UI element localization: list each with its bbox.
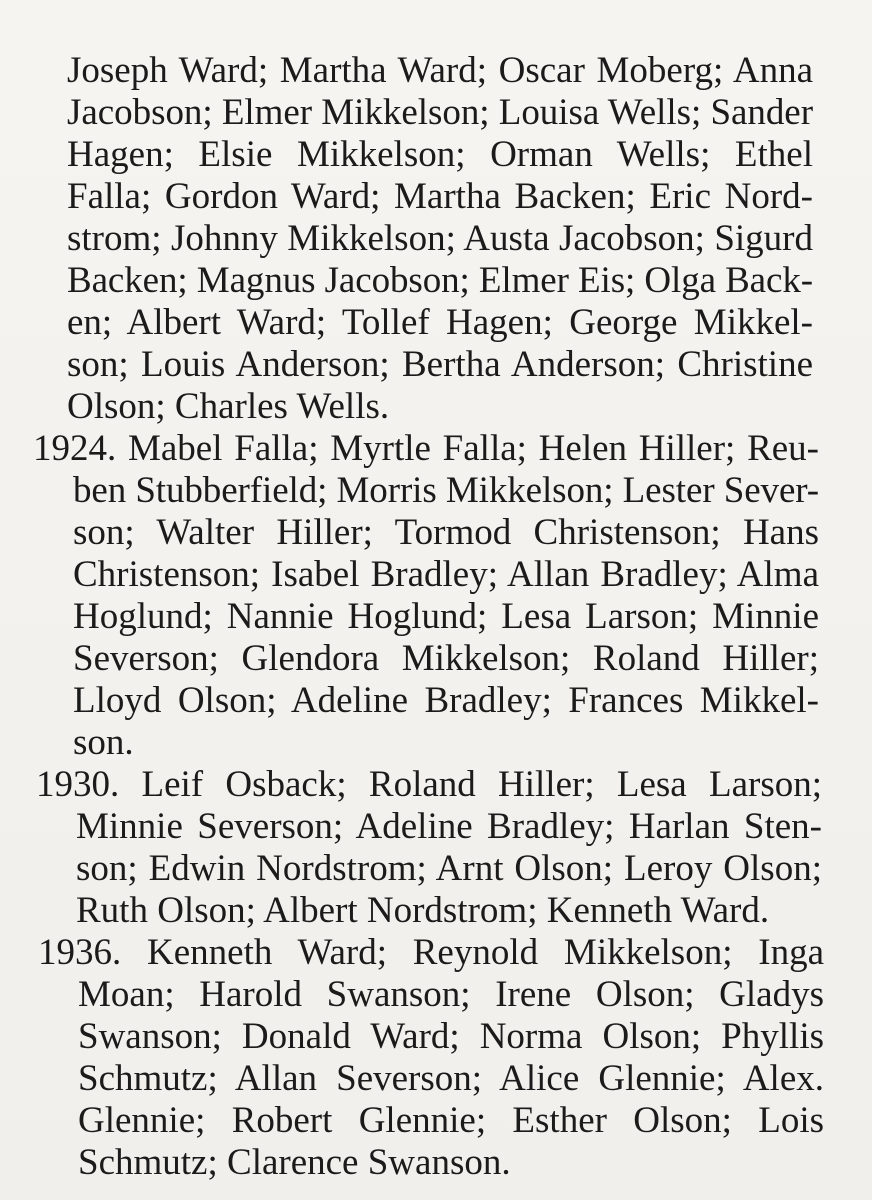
- text-line: son; Walter Hiller; Tormod Christenson; Hans: [73, 512, 819, 553]
- text-line: Swanson; Donald Ward; Norma Olson; Phyllis: [78, 1016, 824, 1057]
- text-line: ben Stubberfield; Morris Mikkelson; Lester Sever-: [73, 470, 820, 511]
- text-line: Glennie; Robert Glennie; Esther Olson; Lois: [78, 1100, 824, 1141]
- text-line: Schmutz; Allan Severson; Alice Glennie; Alex.: [78, 1058, 824, 1099]
- text-line: Joseph Ward; Martha Ward; Oscar Moberg; Anna: [67, 50, 813, 91]
- year-entry-1936: 1936. Kenneth Ward; Reynold Mikkelson; Inga: [38, 932, 824, 973]
- text-line: Jacobson; Elmer Mikkelson; Louisa Wells; Sander: [67, 92, 813, 133]
- text-line: Backen; Magnus Jacobson; Elmer Eis; Olga Back-: [67, 260, 813, 301]
- text-line: Schmutz; Clarence Swanson.: [78, 1142, 511, 1183]
- text-line: Falla; Gordon Ward; Martha Backen; Eric Nord-: [67, 176, 813, 217]
- text-line: strom; Johnny Mikkelson; Austa Jacobson; Sigurd: [67, 218, 813, 259]
- text-line: Hagen; Elsie Mikkelson; Orman Wells; Ethel: [67, 134, 813, 175]
- text-line: son; Louis Anderson; Bertha Anderson; Christine: [67, 344, 813, 385]
- text-line: en; Albert Ward; Tollef Hagen; George Mikkel-: [67, 302, 813, 343]
- text-line: Ruth Olson; Albert Nordstrom; Kenneth Ward.: [76, 890, 770, 931]
- text-line: Moan; Harold Swanson; Irene Olson; Gladys: [78, 974, 824, 1015]
- text-line: Lloyd Olson; Adeline Bradley; Frances Mikkel-: [73, 680, 819, 721]
- text-line: Christenson; Isabel Bradley; Allan Bradley; Alma: [73, 554, 819, 595]
- text-line: Severson; Glendora Mikkelson; Roland Hiller;: [73, 638, 819, 679]
- text-line: Minnie Severson; Adeline Bradley; Harlan Sten-: [76, 806, 822, 847]
- year-entry-1930: 1930. Leif Osback; Roland Hiller; Lesa Larson;: [36, 764, 822, 805]
- text-line: Olson; Charles Wells.: [67, 386, 390, 427]
- text-line: son.: [73, 722, 134, 763]
- text-line: son; Edwin Nordstrom; Arnt Olson; Leroy Olson;: [76, 848, 822, 889]
- year-entry-1924: 1924. Mabel Falla; Myrtle Falla; Helen Hiller; Reu-: [33, 428, 819, 469]
- text-line: Hoglund; Nannie Hoglund; Lesa Larson; Minnie: [73, 596, 819, 637]
